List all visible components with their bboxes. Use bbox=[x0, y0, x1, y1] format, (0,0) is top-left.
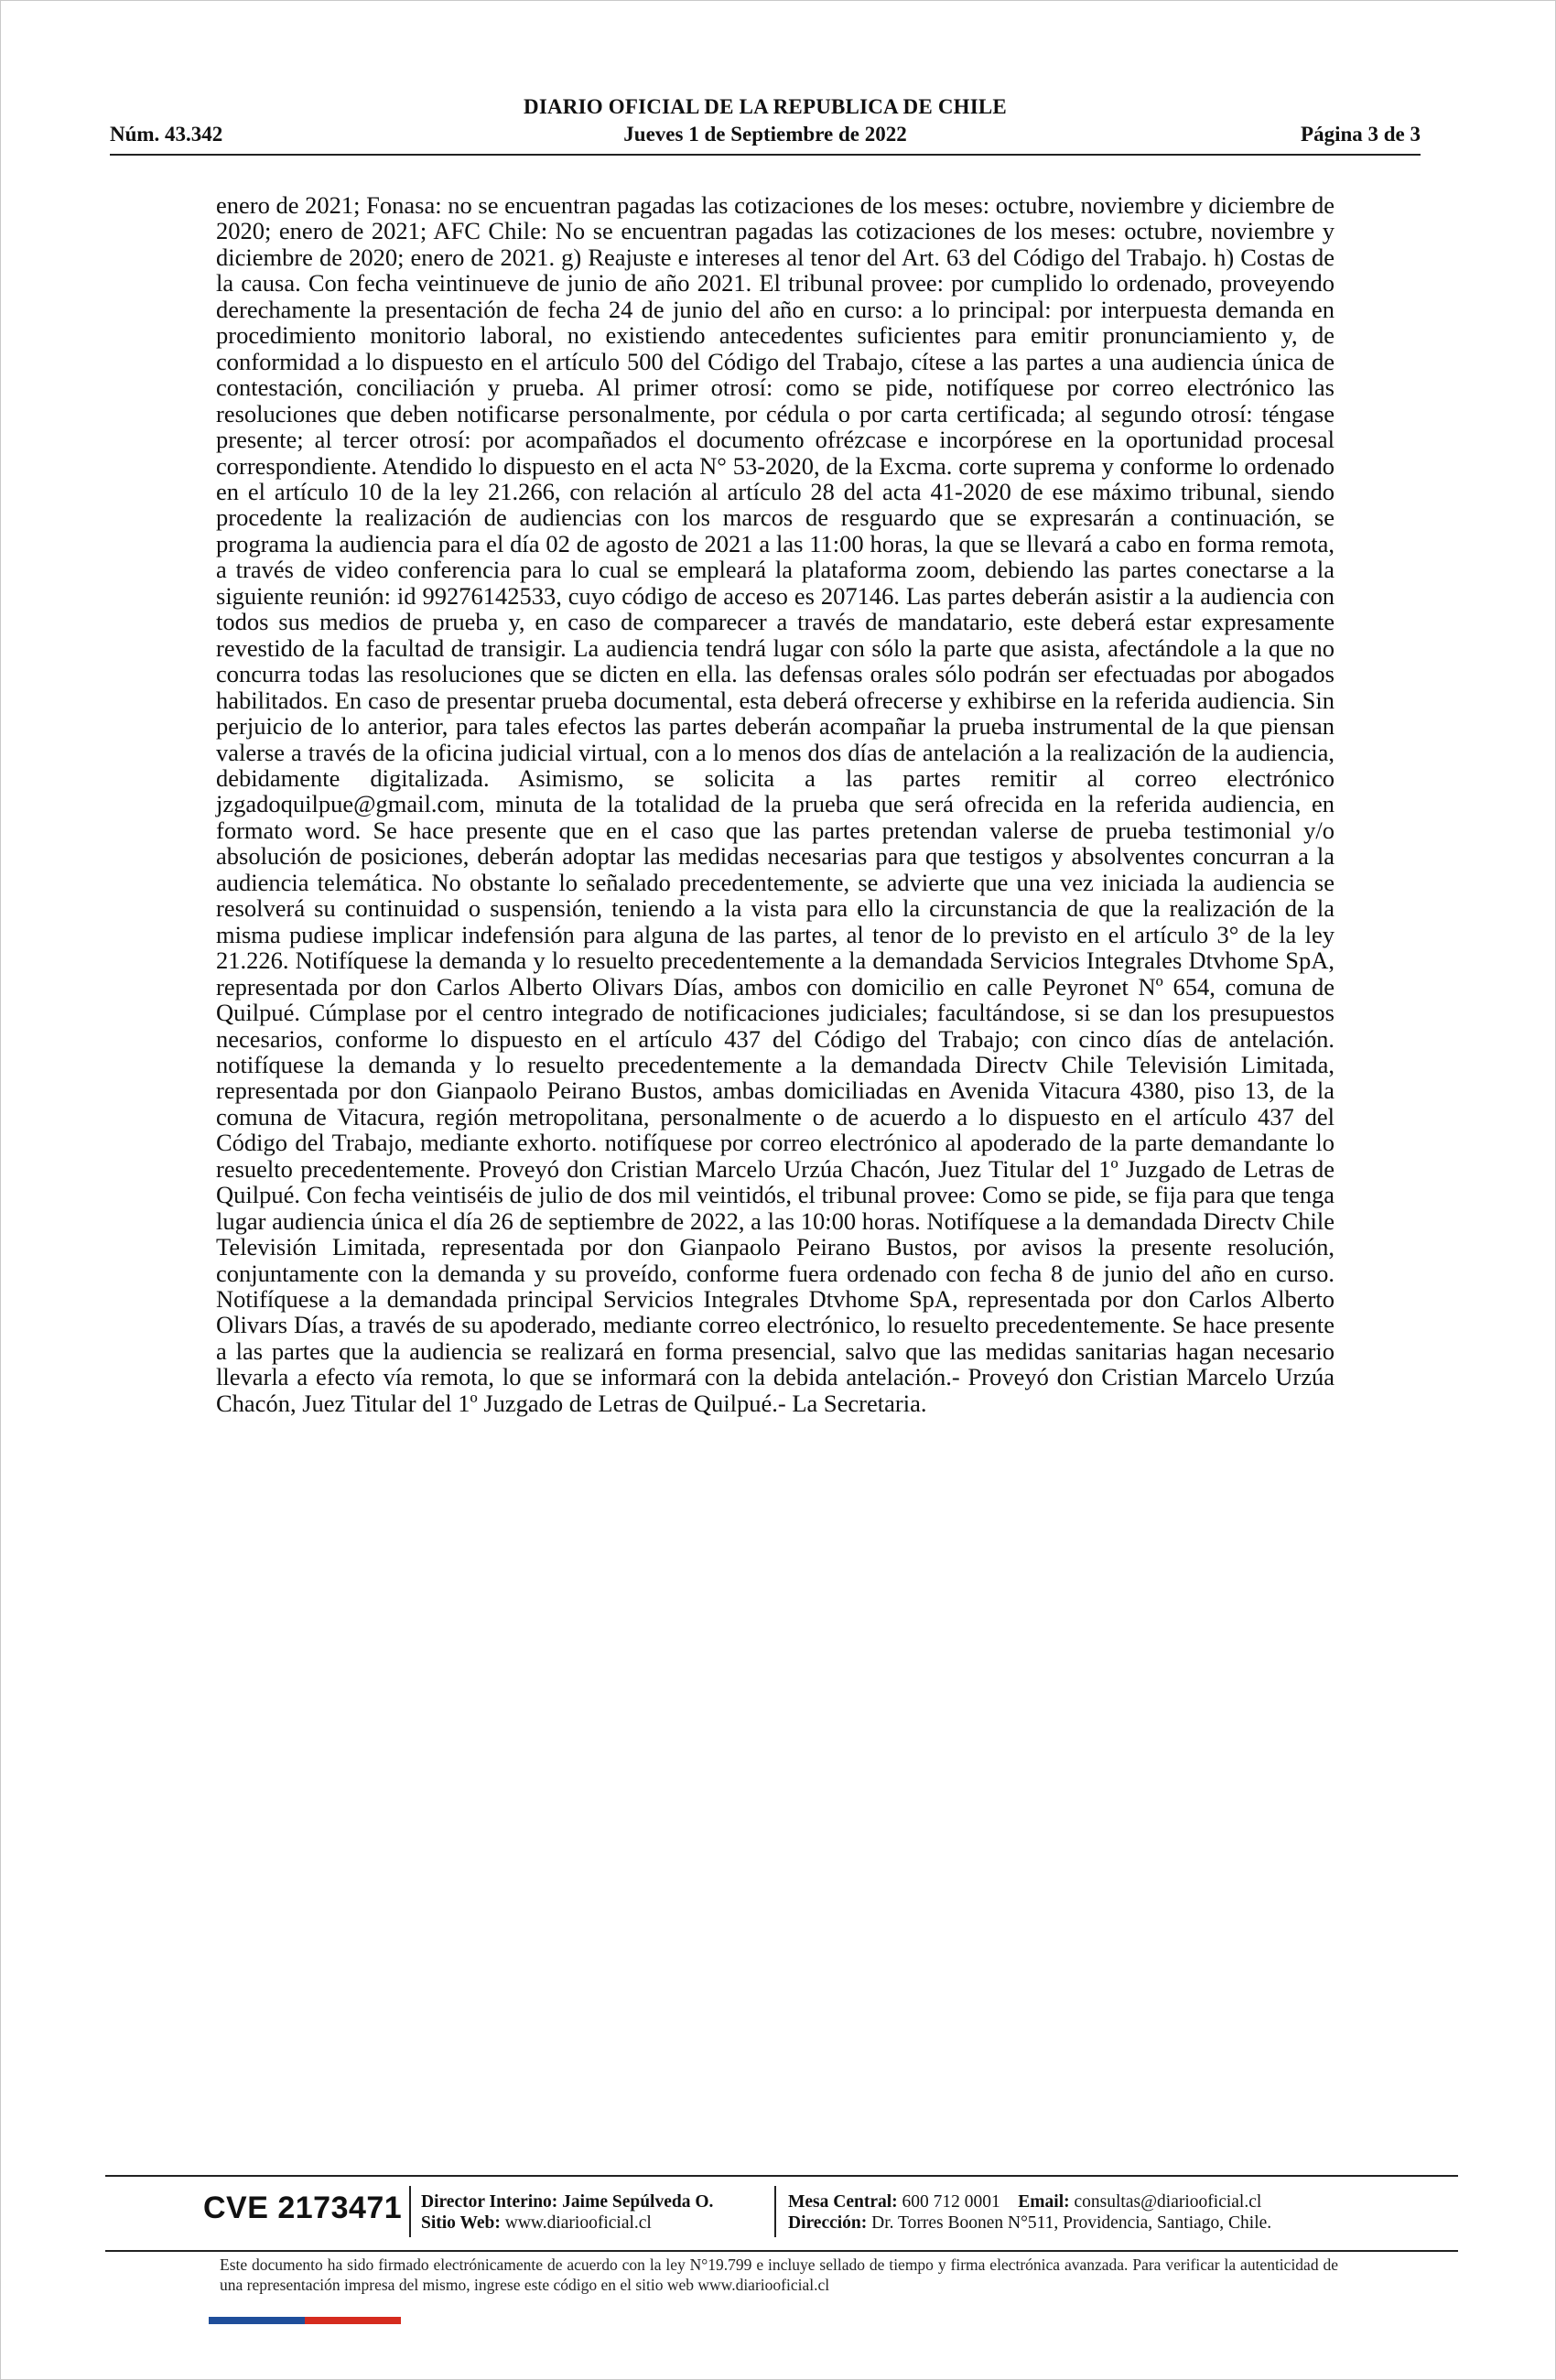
header-divider bbox=[110, 154, 1421, 156]
footer-separator bbox=[409, 2186, 411, 2237]
website-line bbox=[421, 2212, 713, 2234]
legal-notice: Este documento ha sido firmado electrónicamente de acuerdo con la ley N°19.799 e incluye sellado de tiempo y firma electrónica avanzada. Para verificar la autenticidad de una representación impresa del mismo, ingrese este código en el sitio web www.diariooficial.cl bbox=[220, 2256, 1338, 2294]
footer-contact-block bbox=[788, 2191, 1271, 2234]
chile-flag-stripe bbox=[209, 2317, 401, 2324]
issue-date: Jueves 1 de Septiembre de 2022 bbox=[623, 123, 907, 146]
cve-code: CVE 2173471 bbox=[203, 2191, 403, 2225]
contact-line bbox=[788, 2191, 1271, 2212]
page-indicator: Página 3 de 3 bbox=[1301, 123, 1421, 146]
address-value: Dr. Torres Boonen N°511, Providencia, Santiago, Chile. bbox=[871, 2213, 1272, 2233]
footer-separator bbox=[774, 2186, 776, 2237]
footer-director-block bbox=[421, 2191, 713, 2234]
website-link[interactable]: www.diariooficial.cl bbox=[504, 2213, 652, 2233]
email-link[interactable]: consultas@diariooficial.cl bbox=[1074, 2192, 1262, 2212]
director-label: Director Interino: bbox=[421, 2192, 558, 2212]
director-name: Jaime Sepúlveda O. bbox=[562, 2192, 714, 2212]
email-label: Email: bbox=[1018, 2192, 1070, 2212]
website-label: Sitio Web: bbox=[421, 2213, 501, 2233]
publication-title: DIARIO OFICIAL DE LA REPUBLICA DE CHILE bbox=[524, 95, 1007, 118]
mesa-central-label: Mesa Central: bbox=[788, 2192, 898, 2212]
footer-bottom-divider bbox=[105, 2250, 1458, 2252]
footer-top-divider bbox=[105, 2175, 1458, 2177]
flag-blue-segment bbox=[209, 2317, 305, 2324]
address-line bbox=[788, 2212, 1271, 2234]
flag-red-segment bbox=[305, 2317, 401, 2324]
issue-number: Núm. 43.342 bbox=[110, 123, 223, 146]
mesa-central-number: 600 712 0001 bbox=[902, 2192, 1000, 2212]
document-body: enero de 2021; Fonasa: no se encuentran pagadas las cotizaciones de los meses: octubre, noviembre y diciembre de 2020; enero de 2021; AFC Chile: No se encuentran pagadas las cotizaciones de los meses: octubre, noviembre y diciembre de 2020; enero de 2021. g) Reajuste e intereses al tenor del Art. 63 del Código del Trabajo. h) Costas de la causa. Con fecha veintinueve de junio de año 2021. El tribunal provee: por cumplido lo ordenado, proveyendo derechamente la presentación de fecha 24 de junio del año en curso: a lo principal: por interpuesta demanda en procedimiento monitorio laboral, no existiendo antecedentes suficientes para emitir pronunciamiento y, de conformidad a lo dispuesto en el artículo 500 del Código del Trabajo, cítese a las partes a una audiencia única de contestación, conciliación y prueba. Al primer otrosí: como se pide, notifíquese por correo electrónico las resoluciones que deben notificarse personalmente, por cédula o por carta certificada; al segundo otrosí: téngase presente; al tercer otrosí: por acompañados el documento ofrézcase e incorpórese en la oportunidad procesal correspondiente. Atendido lo dispuesto en el acta N° 53-2020, de la Excma. corte suprema y conforme lo ordenado en el artículo 10 de la ley 21.266, con relación al artículo 28 del acta 41-2020 de ese máximo tribunal, siendo procedente la realización de audiencias con los marcos de resguardo que se expresarán a continuación, se programa la audiencia para el día 02 de agosto de 2021 a las 11:00 horas, la que se llevará a cabo en forma remota, a través de video conferencia para lo cual se empleará la plataforma zoom, debiendo las partes conectarse a la siguiente reunión: id 99276142533, cuyo código de acceso es 207146. Las partes deberán asistir a la audiencia con todos sus medios de prueba y, en caso de comparecer a través de mandatario, este deberá estar expresamente revestido de la facultad de transigir. La audiencia tendrá lugar con sólo la parte que asista, afectándole a la que no concurra todas las resoluciones que se dicten en ella. las defensas orales sólo podrán ser efectuadas por abogados habilitados. En caso de presentar prueba documental, esta deberá ofrecerse y exhibirse en la referida audiencia. Sin perjuicio de lo anterior, para tales efectos las partes deberán acompañar la prueba instrumental de la que piensan valerse a través de la oficina judicial virtual, con a lo menos dos días de antelación a la realización de la audiencia, debidamente digitalizada. Asimismo, se solicita a las partes remitir al correo electrónico jzgadoquilpue@gmail.com, minuta de la totalidad de la prueba que será ofrecida en la referida audiencia, en formato word. Se hace presente que en el caso que las partes pretendan valerse de prueba testimonial y/o absolución de posiciones, deberán adoptar las medidas necesarias para que testigos y absolventes concurran a la audiencia telemática. No obstante lo señalado precedentemente, se advierte que una vez iniciada la audiencia se resolverá su continuidad o suspensión, teniendo a la vista para ello la circunstancia de que la realización de la misma pudiese implicar indefensión para alguna de las partes, al tenor de lo previsto en el artículo 3° de la ley 21.226. Notifíquese la demanda y lo resuelto precedentemente a la demandada Servicios Integrales Dtvhome SpA, representada por don Carlos Alberto Olivars Días, ambos con domicilio en calle Peyronet Nº 654, comuna de Quilpué. Cúmplase por el centro integrado de notificaciones judiciales; facultándose, si se dan los presupuestos necesarios, conforme lo dispuesto en el artículo 437 del Código del Trabajo; con cinco días de antelación. notifíquese la demanda y lo resuelto precedentemente a la demandada Directv Chile Televisión Limitada, representada por don Gianpaolo Peirano Bustos, ambas domiciliadas en Avenida Vitacura 4380, piso 13, de la comuna de Vitacura, región metropolitana, personalmente o de acuerdo a lo dispuesto en el artículo 437 del Código del Trabajo, mediante exhorto. notifíquese por correo electrónico al apoderado de la parte demandante lo resuelto precedentemente. Proveyó don Cristian Marcelo Urzúa Chacón, Juez Titular del 1º Juzgado de Letras de Quilpué. Con fecha veintiséis de julio de dos mil veintidós, el tribunal provee: Como se pide, se fija para que tenga lugar audiencia única el día 26 de septiembre de 2022, a las 10:00 horas. Notifíquese a la demandada Directv Chile Televisión Limitada, representada por don Gianpaolo Peirano Bustos, por avisos la presente resolución, conjuntamente con la demanda y su proveído, conforme fuera ordenado con fecha 8 de junio del año en curso. Notifíquese a la demandada principal Servicios Integrales Dtvhome SpA, representada por don Carlos Alberto Olivars Días, a través de su apoderado, mediante correo electrónico, lo resuelto precedentemente. Se hace presente a las partes que la audiencia se realizará en forma presencial, salvo que las medidas sanitarias hagan necesario llevarla a efecto vía remota, lo que se informará con la debida antelación.- Proveyó don Cristian Marcelo Urzúa Chacón, Juez Titular del 1º Juzgado de Letras de Quilpué.- La Secretaria. bbox=[216, 191, 1334, 1417]
page-header bbox=[110, 92, 1421, 156]
director-line bbox=[421, 2191, 713, 2212]
address-label: Dirección: bbox=[788, 2213, 868, 2233]
